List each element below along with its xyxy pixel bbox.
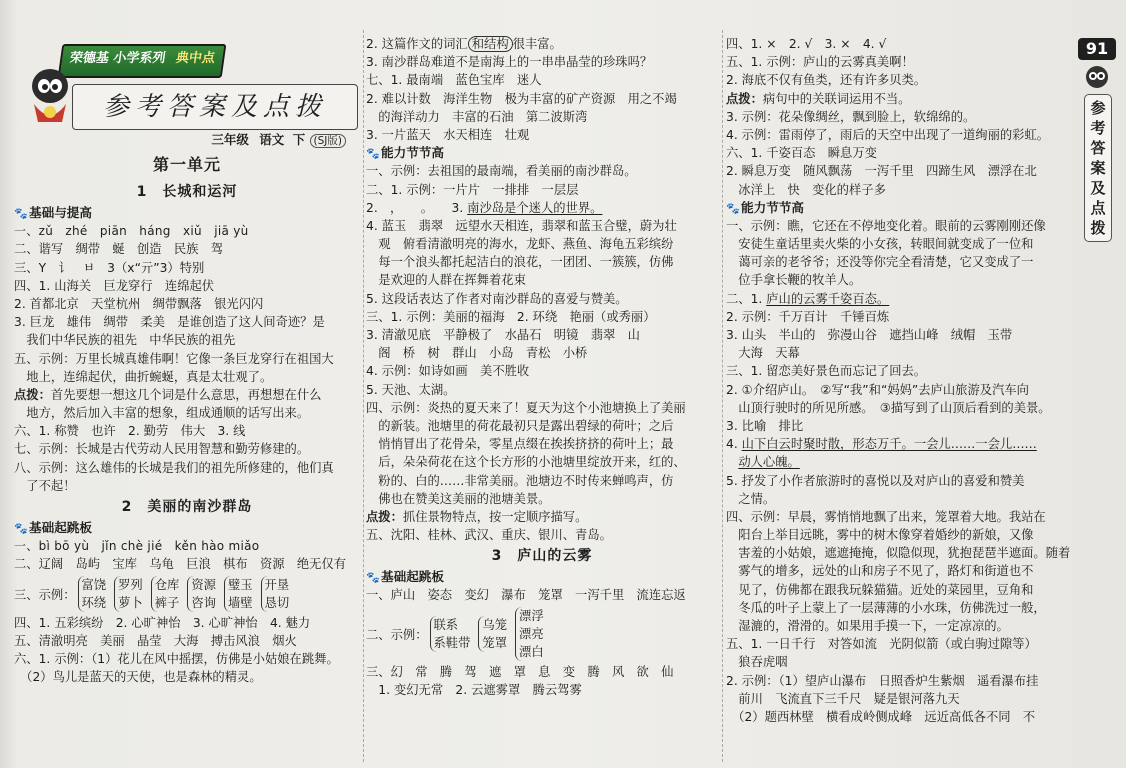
answer-text: 5. 抒发了小作者旅游时的喜悦以及对庐山的喜爱和赞美 — [726, 473, 1025, 488]
answer-text: 抓住景物特点，按一定顺序描写。 — [402, 509, 588, 524]
group-word: 富饶 — [81, 577, 107, 592]
answer-text: 安徒生童话里卖火柴的小女孩，转眼间就变成了一位和 — [726, 237, 1034, 252]
answer-line — [726, 544, 1074, 562]
answer-text: 之情。 — [726, 491, 776, 506]
answer-text: 病句中的关联词运用不当。 — [762, 91, 911, 106]
answer-line — [726, 162, 1074, 180]
answer-line — [366, 472, 718, 490]
answer-text: 4. 示例：如诗如画 美不胜收 — [366, 364, 530, 379]
answer-text: 2. 难以计数 海洋生物 极为丰富的矿产资源 用之不竭 — [366, 91, 677, 106]
brace-answer — [14, 576, 360, 612]
answer-line — [366, 290, 718, 308]
answer-line — [366, 326, 718, 344]
answer-text: 很丰富。 — [512, 37, 562, 51]
answer-line — [366, 126, 718, 144]
answer-text: 位手拿长鞭的牧羊人。 — [726, 273, 862, 288]
answer-line — [366, 417, 718, 435]
answer-text: 五、1. 一日千行 对答如流 光阴似箭（或白驹过隙等） — [726, 637, 1037, 652]
answer-text: 我们中华民族的祖先 中华民族的祖先 — [14, 333, 236, 348]
answer-text: 的海洋动力 丰富的石油 第二波斯湾 — [366, 109, 588, 124]
answer-line — [366, 253, 718, 271]
section-heading — [14, 204, 360, 222]
answer-text: 1. 变幻无常 2. 云遮雾罩 腾云驾雾 — [366, 682, 582, 697]
answer-prefix: 二、示例： — [366, 627, 428, 642]
group-word: 萝卜 — [118, 595, 143, 610]
answer-line — [366, 344, 718, 362]
side-tab-title: 参考答案及点拨 — [1084, 94, 1112, 242]
section-heading — [366, 144, 718, 162]
answer-text: 4. 示例：雷雨停了，雨后的天空中出现了一道绚丽的彩虹。 — [726, 127, 1050, 142]
answer-text: 四、1. × 2. √ 3. × 4. √ — [726, 37, 887, 51]
answer-line — [726, 472, 1074, 490]
column-right-content — [726, 35, 1074, 726]
brace-answer — [366, 607, 718, 661]
answer-line — [14, 350, 360, 368]
pinyin-line: 一、bì bō yù jǐn chè jié kěn hào miǎo — [14, 539, 260, 554]
answer-prefix: 三、示例： — [14, 587, 76, 602]
column-divider — [363, 30, 364, 762]
answer-text: 是欢迎的人群在挥舞着花束 — [366, 273, 526, 288]
answer-line — [14, 259, 360, 277]
answer-line — [726, 581, 1074, 599]
answer-text: 后，朵朵荷花在这个长方形的小池塘里绽放开来，红的、 — [366, 455, 686, 470]
answer-text: （2）题西林壁 横看成岭侧成峰 远近高低各不同 不 — [726, 709, 1036, 724]
logo-mark: 典中点 — [174, 51, 216, 66]
answer-text: 六、1. 千姿百态 瞬息万变 — [726, 146, 877, 161]
answer-text: 三、幻 常 腾 驾 遮 罩 息 变 腾 风 欲 仙 — [366, 664, 674, 679]
word-group — [478, 616, 507, 652]
answer-line — [726, 308, 1074, 326]
tip-label: 点拨： — [366, 509, 403, 524]
mascot-small-icon — [1082, 64, 1112, 90]
answer-text: 前川 飞流直下三千尺 疑是银河落九天 — [726, 691, 960, 706]
answer-text: 2. 海底不仅有鱼类，还有许多贝类。 — [726, 73, 927, 88]
answer-text: 二、1. 示例：一片片 一排排 一层层 — [366, 182, 579, 197]
answer-line — [14, 386, 360, 404]
circled-word: 和结构 — [468, 36, 513, 52]
answer-line — [14, 313, 360, 331]
group-word: 漂白 — [519, 644, 544, 659]
word-group — [187, 576, 216, 612]
volume-label: 下 — [292, 132, 306, 147]
answer-line — [366, 181, 718, 199]
answer-text: 二、辽阔 岛屿 宝库 乌龟 巨浪 棋布 资源 绝无仅有 — [14, 557, 347, 572]
header — [14, 0, 360, 150]
answer-text: 六、1. 示例：（1）花儿在风中摇摆，仿佛是小姑娘在跳舞。 — [14, 651, 339, 666]
answer-text: （2）鸟儿是蓝天的天使，也是森林的精灵。 — [14, 670, 262, 685]
answer-line — [366, 362, 718, 380]
answer-text: 3. 巨龙 雄伟 绸带 柔美 是谁创造了这人间奇迹？是 — [14, 315, 325, 330]
answer-text: 5. 这段话表达了作者对南沙群岛的喜爱与赞美。 — [366, 291, 628, 306]
answer-text: 大海 天幕 — [726, 346, 800, 361]
answer-text: 佛也在赞美这美丽的池塘美景。 — [366, 491, 551, 506]
group-word: 乌笼 — [482, 617, 508, 632]
group-word: 漂亮 — [519, 626, 544, 641]
answer-text: 五、示例：万里长城真雄伟啊！它像一条巨龙穿行在祖国大 — [14, 351, 334, 366]
answer-line — [726, 235, 1074, 253]
column-left — [14, 0, 360, 768]
tip-label: 点拨： — [726, 91, 763, 106]
group-word: 恳切 — [264, 595, 290, 610]
lesson-heading: 1 长城和运河 — [136, 184, 238, 200]
answer-text: 二、谐写 绸带 蜒 创造 民族 驾 — [14, 242, 224, 257]
section-label: 基础与提高 — [29, 205, 92, 220]
answer-line — [726, 653, 1074, 671]
answer-line — [366, 90, 718, 108]
answer-text: 5. 天池、太湖。 — [366, 382, 456, 397]
answer-line — [726, 508, 1074, 526]
word-group — [78, 576, 107, 612]
answer-line — [366, 381, 718, 399]
group-word: 墙壁 — [227, 595, 253, 610]
answer-text: 五、清澈明亮 美丽 晶莹 大海 搏击风浪 烟火 — [14, 633, 297, 648]
answer-text: 首先要想一想这几个词是什么意思，再想想在什么 — [50, 387, 322, 402]
group-word: 咨询 — [191, 595, 216, 610]
word-group — [151, 576, 180, 612]
answer-text: 悄悄冒出了花骨朵，零星点缀在挨挨挤挤的荷叶上；最 — [366, 437, 674, 452]
answer-text: 阁 桥 树 群山 小岛 青松 小桥 — [366, 346, 588, 361]
answer-text: 2. ①介绍庐山。 ②写“我”和“妈妈”去庐山旅游及汽车向 — [726, 382, 1029, 397]
group-word: 璧玉 — [227, 577, 253, 592]
answer-text: 一、庐山 姿态 变幻 瀑布 笼罩 一泻千里 流连忘返 — [366, 588, 686, 603]
answer-text: 观 俯看清澈明亮的海水，龙虾、燕鱼、海龟五彩缤纷 — [366, 237, 674, 252]
series-brand: 荣德基 小学系列 — [68, 51, 167, 66]
answer-line — [726, 181, 1074, 199]
paw-icon: 🐾 — [14, 522, 28, 535]
answer-line — [726, 453, 1074, 471]
word-group — [430, 616, 471, 652]
answer-text: 见了，仿佛都在跟我玩躲猫猫。近处的菜园里，豆角和 — [726, 582, 1034, 597]
answer-line — [366, 217, 718, 235]
underlined-sentence: 山下白云时聚时散，形态万千。一会儿……一会儿…… — [741, 437, 1037, 452]
answer-text: 3. 山头 半山的 弥漫山谷 遮挡山峰 绒帽 玉带 — [726, 328, 1013, 342]
answer-line — [726, 253, 1074, 271]
group-word: 资源 — [191, 577, 216, 592]
answer-line — [726, 35, 1074, 53]
answer-line — [726, 71, 1074, 89]
answer-text: 4. 蓝玉 翡翠 远望水天相连，翡翠和蓝玉合璧，蔚为壮 — [366, 218, 677, 233]
answer-line — [14, 650, 360, 668]
answer-text: 六、1. 称赞 也许 2. 勤劳 伟大 3. 线 — [14, 424, 246, 439]
answer-line — [366, 162, 718, 180]
grade-label: 三年级 — [211, 132, 249, 147]
lesson-heading: 2 美丽的南沙群岛 — [121, 499, 253, 515]
answer-line — [14, 555, 360, 573]
answer-line — [726, 708, 1074, 726]
answer-text: 三、1. 留恋美好景色而忘记了回去。 — [726, 364, 927, 379]
answer-line — [366, 308, 718, 326]
answer-line — [726, 435, 1074, 453]
answer-line — [726, 635, 1074, 653]
unit-heading: 第一单元 — [152, 155, 221, 174]
column-middle-content — [366, 35, 718, 699]
answer-text: 2. 示例：（1）望庐山瀑布 日照香炉生紫烟 遥看瀑布挂 — [726, 673, 1039, 688]
answer-text: 狼吞虎咽 — [726, 655, 788, 670]
answer-line — [726, 344, 1074, 362]
side-tab — [1076, 34, 1120, 237]
paw-icon: 🐾 — [14, 207, 28, 220]
answer-text: 2. 示例：千万百计 千锤百炼 — [726, 309, 890, 324]
column-right — [726, 0, 1074, 768]
answer-text: 粉的、白的……非常美丽。池塘边不时传来蝉鸣声，仿 — [366, 473, 674, 488]
answer-line — [366, 490, 718, 508]
answer-text: 三、1. 示例：美丽的福海 2. 环绕 艳丽（或秀丽） — [366, 309, 656, 324]
answer-line — [14, 331, 360, 349]
answer-line — [726, 599, 1074, 617]
answer-line — [366, 35, 718, 53]
section-label: 能力节节高 — [381, 145, 444, 161]
subject-label: 语文 — [259, 132, 285, 147]
answer-text: 七、示例：长城是古代劳动人民用智慧和勤劳修建的。 — [14, 442, 310, 457]
answer-text: 二、1. — [726, 291, 767, 306]
answer-line — [366, 199, 718, 217]
answer-line — [14, 404, 360, 422]
column-divider — [722, 30, 723, 762]
group-word: 开垦 — [264, 577, 290, 592]
tip-label: 点拨： — [14, 387, 51, 402]
answer-line — [726, 526, 1074, 544]
answer-line — [726, 271, 1074, 289]
answer-line — [366, 526, 718, 544]
word-group — [515, 607, 544, 661]
answer-line — [14, 632, 360, 650]
answer-line — [726, 399, 1074, 417]
answer-text: 每一个浪头都托起洁白的浪花，一团团、一簇簇，仿佛 — [366, 255, 674, 270]
group-word: 环绕 — [81, 595, 107, 610]
answer-text: 五、1. 示例：庐山的云雾真美啊！ — [726, 55, 914, 70]
answer-line — [366, 399, 718, 417]
answer-line — [726, 90, 1074, 108]
page-title: 参考答案及点拨 — [72, 84, 358, 130]
word-group — [261, 576, 290, 612]
underlined-sentence: 庐山的云雾千姿百态。 — [766, 291, 890, 306]
word-group — [224, 576, 253, 612]
section-label: 能力节节高 — [741, 199, 804, 215]
pinyin-line: 一、zǔ zhé piān háng xiǔ jiā yù — [14, 224, 249, 239]
answer-line — [14, 477, 360, 495]
paw-icon: 🐾 — [366, 571, 380, 585]
answer-text: 2. ， 。 3. — [366, 200, 468, 215]
answer-text: 一、示例：瞧，它还在不停地变化着。眼前的云雾刚刚还像 — [726, 218, 1046, 233]
answer-line — [14, 668, 360, 686]
answer-text: 七、1. 最南端 蓝色宝库 迷人 — [366, 73, 542, 88]
answer-text: 2. 瞬息万变 随风飘荡 一泻千里 四蹄生风 漂浮在北 — [726, 164, 1037, 179]
answer-line — [726, 417, 1074, 435]
answer-line — [726, 144, 1074, 162]
group-word: 裤子 — [154, 595, 180, 610]
answer-text: 地上，连绵起伏，曲折蜿蜒，真是太壮观了。 — [14, 369, 273, 384]
answer-text: 四、1. 五彩缤纷 2. 心旷神怡 3. 心旷神怡 4. 魅力 — [14, 615, 311, 630]
answer-text: 一、示例：去祖国的最南端，看美丽的南沙群岛。 — [366, 164, 637, 179]
answer-text: 4. — [726, 437, 742, 452]
answer-line — [366, 453, 718, 471]
grade-info — [211, 130, 346, 148]
underlined-sentence: 南沙岛是个迷人的世界。 — [467, 200, 603, 215]
lesson-heading: 3 庐山的云雾 — [491, 548, 593, 565]
answer-text: 了不起！ — [14, 478, 76, 493]
answer-line — [726, 381, 1074, 399]
section-heading — [366, 568, 718, 586]
answer-text: 山顶行驶时的所见所感。 ③描写到了山顶后看到的美景。 — [726, 400, 1051, 415]
answer-text: 五、沈阳、桂林、武汉、重庆、银川、青岛。 — [366, 528, 612, 543]
section-label: 基础起跳板 — [381, 569, 444, 585]
answer-line — [14, 614, 360, 632]
section-label: 基础起跳板 — [29, 520, 92, 535]
answer-text: 3. 一片蓝天 水天相连 壮观 — [366, 127, 530, 142]
answer-text: 冰洋上 快 变化的样子多 — [726, 182, 886, 197]
answer-text: 四、示例：早晨，雾悄悄地飘了出来，笼罩着大地。我站在 — [726, 509, 1046, 524]
page-number: 91 — [1078, 38, 1116, 60]
group-word: 漂浮 — [519, 608, 544, 623]
answer-text: 害羞的小姑娘，遮遮掩掩，似隐似现，犹抱琵琶半遮面。随着 — [726, 546, 1071, 561]
answer-text: 蔼可亲的老爷爷；还没等你完全看清楚，它又变成了一 — [726, 255, 1034, 270]
answer-text — [726, 455, 738, 469]
series-logo — [58, 44, 227, 78]
answer-line — [726, 490, 1074, 508]
answer-line — [366, 235, 718, 253]
answer-line — [14, 440, 360, 458]
group-word: 仓库 — [154, 577, 180, 592]
answer-text: 的新装。池塘里的荷花最初只是露出碧绿的荷叶；之后 — [366, 418, 674, 433]
answer-text: 雾气的增多，远处的山和房子不见了，路灯和街道也不 — [726, 564, 1034, 579]
answer-line — [726, 326, 1074, 344]
edition-tag: (SJ版) — [310, 134, 346, 148]
answer-line — [366, 663, 718, 681]
section-heading — [14, 519, 360, 537]
answer-line — [726, 53, 1074, 71]
answer-text: 阳台上举目远眺，雾中的树木像穿着婚纱的新娘，又像 — [726, 528, 1034, 543]
answer-line — [366, 108, 718, 126]
answer-text: 冬瓜的叶子上蒙上了一层薄薄的小水珠，仿佛洗过一般， — [726, 600, 1046, 615]
answer-text: 四、1. 山海关 巨龙穿行 连绵起伏 — [14, 278, 215, 293]
group-word: 笼罩 — [482, 635, 508, 650]
answer-text: 四、示例：炎热的夏天来了！夏天为这个小池塘换上了美丽 — [366, 400, 686, 415]
answer-line — [726, 362, 1074, 380]
word-group — [114, 576, 143, 612]
answer-line — [14, 277, 360, 295]
answer-text: 3. 示例：花朵像绸丝，飘到脸上，软绵绵的。 — [726, 109, 976, 124]
paw-icon: 🐾 — [726, 201, 740, 215]
column-middle — [366, 0, 718, 768]
underlined-sentence: 动人心魄。 — [738, 455, 800, 470]
answer-line — [366, 53, 718, 71]
column-left-content — [14, 150, 360, 686]
paw-icon: 🐾 — [366, 147, 380, 161]
answer-line — [726, 108, 1074, 126]
answer-line — [14, 240, 360, 258]
answer-line — [726, 672, 1074, 690]
group-word: 联系 — [433, 617, 459, 632]
answer-line — [14, 422, 360, 440]
answer-text: 3. 南沙群岛难道不是南海上的一串串晶莹的珍珠吗？ — [366, 55, 653, 70]
answer-text: 3. 比喻 排比 — [726, 418, 804, 433]
group-word: 罗列 — [118, 577, 143, 592]
answer-line — [14, 368, 360, 386]
answer-line — [366, 681, 718, 699]
answer-line — [366, 271, 718, 289]
answer-line — [726, 690, 1074, 708]
answer-text: 2. 首都北京 天堂杭州 绸带飘落 银光闪闪 — [14, 296, 264, 311]
answer-text: 三、Y 讠 ㅂ 3（x“亓”3）特别 — [14, 260, 205, 275]
answer-text: 2. 这篇作文的词汇 — [366, 37, 468, 51]
answer-line — [366, 71, 718, 89]
answer-line — [366, 586, 718, 604]
answer-line — [366, 435, 718, 453]
mascot-icon — [26, 64, 74, 128]
group-word: 系鞋带 — [433, 635, 471, 650]
answer-line — [726, 217, 1074, 235]
answer-line — [14, 459, 360, 477]
answer-text: 地方，然后加入丰富的想象，组成通顺的话写出来。 — [14, 406, 310, 421]
answer-line — [726, 290, 1074, 308]
section-heading — [726, 199, 1074, 217]
answer-text: 3. 清澈见底 平静极了 水晶石 明镜 翡翠 山 — [366, 328, 640, 342]
answer-line — [14, 295, 360, 313]
answer-line — [726, 617, 1074, 635]
answer-line — [726, 126, 1074, 144]
answer-text: 八、示例：这么雄伟的长城是我们的祖先所修建的，他们真 — [14, 460, 334, 475]
answer-text: 湿漉的，滑滑的。如果用手摸一下，一定凉凉的。 — [726, 619, 1009, 633]
answer-line — [366, 508, 718, 526]
answer-line — [726, 562, 1074, 580]
